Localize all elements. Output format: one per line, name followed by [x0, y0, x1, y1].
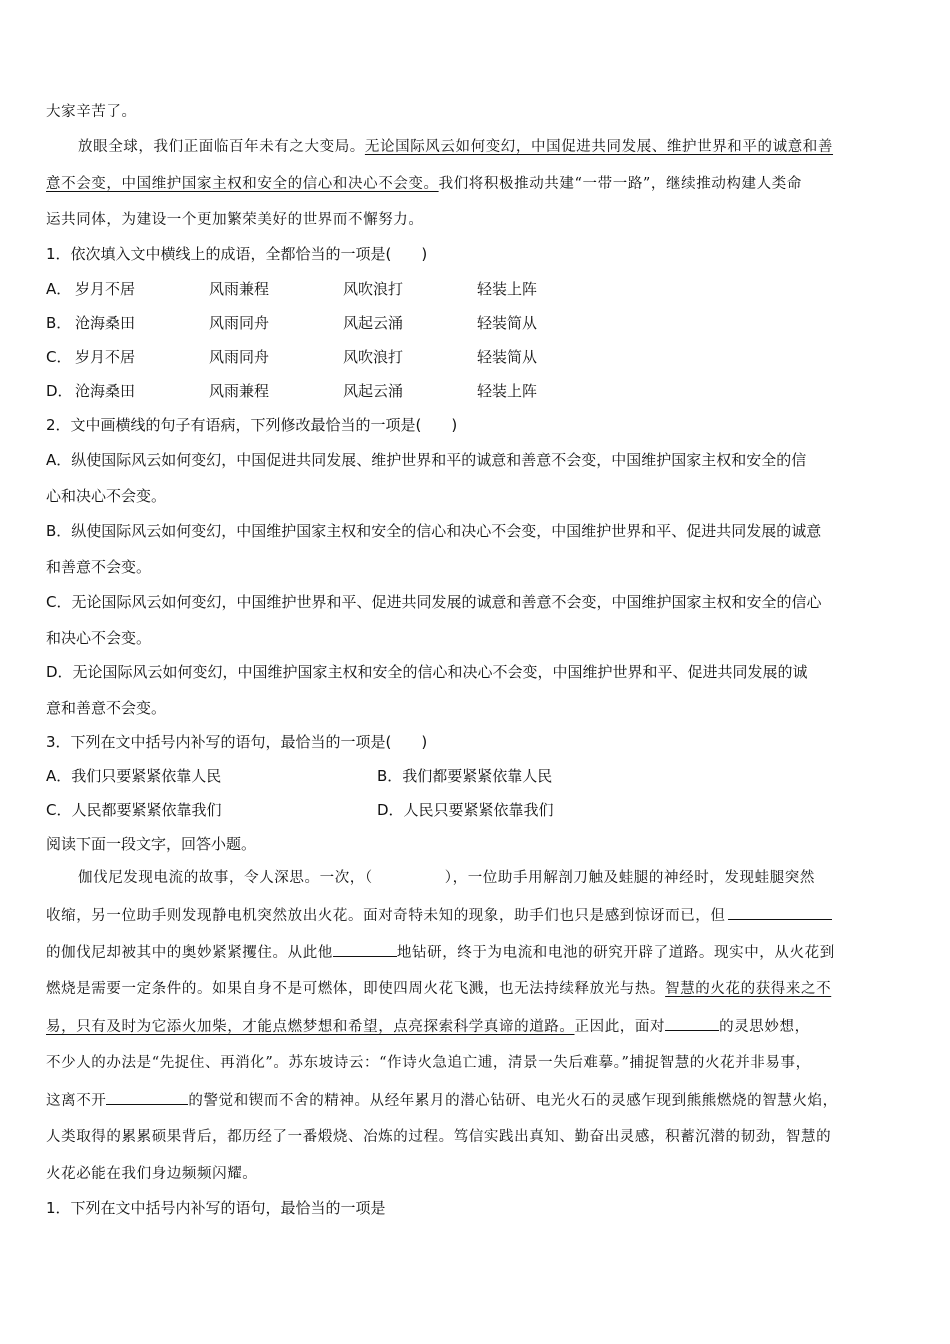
text: 火花必能在我们身边频频闪耀。: [46, 1166, 258, 1182]
text: 的灵思妙想，: [719, 1019, 810, 1035]
passage2-line: [46, 1127, 831, 1147]
q1-option-d-item: 轻装上阵: [477, 382, 538, 400]
passage2-line: [46, 1090, 838, 1111]
passage2-line: [46, 1016, 810, 1037]
fill-blank[interactable]: [728, 905, 832, 920]
q1-option-d-item: 风起云涌: [343, 382, 404, 400]
q1-option-b-item: 沧海桑田: [75, 314, 136, 332]
text: 大家辛苦了。: [46, 104, 137, 120]
passage2-line: [46, 979, 831, 999]
passage2-line: [46, 942, 835, 963]
text: 的伽伐尼却被其中的奥妙紧紧攫住。从此他: [46, 945, 333, 961]
q1-option-a-item: 风雨兼程: [209, 280, 270, 298]
question-3-stem: 3．下列在文中括号内补写的语句，最恰当的一项是( ): [46, 733, 428, 751]
text: 放眼全球，我们正面临百年未有之大变局。: [78, 139, 365, 155]
question-1-stem: 1．依次填入文中横线上的成语，全都恰当的一项是( ): [46, 245, 428, 263]
reading-intro: 阅读下面一段文字，回答小题。: [46, 835, 257, 853]
q1-option-a-item: 岁月不居: [75, 280, 136, 298]
q1-option-c-item: 风雨同舟: [209, 348, 270, 366]
question-2-stem: 2．文中画横线的句子有语病，下列修改最恰当的一项是( ): [46, 416, 458, 434]
underlined-sentence: 易，只有及时为它添火加柴，才能点燃梦想和希望，点亮探索科学真谛的道路。: [46, 1019, 575, 1035]
text: 燃烧是需要一定条件的。如果自身不是可燃体，即使四周火花飞溅，也无法持续释放光与热。: [46, 981, 666, 997]
q2-option-b-cont: 和善意不会变。: [46, 558, 152, 576]
q1-option-b-item: 风起云涌: [343, 314, 404, 332]
q1-option-c-item: 风吹浪打: [343, 348, 404, 366]
text: 这离不开: [46, 1093, 107, 1109]
text: 伽伐尼发现电流的故事，令人深思。一次，（: [78, 870, 373, 886]
q1-option-c-item: 岁月不居: [75, 348, 136, 366]
q1-option-b-item: 轻装简从: [477, 314, 538, 332]
q3-option-c[interactable]: C．人民都要紧紧依靠我们: [46, 801, 222, 819]
passage1-line: [78, 137, 833, 157]
q1-option-a-item: 风吹浪打: [343, 280, 404, 298]
q1-option-d-item: 沧海桑田: [75, 382, 136, 400]
text: 的警觉和锲而不舍的精神。从经年累月的潜心钻研、电光火石的灵感乍现到熊熊燃烧的智慧火焰，: [188, 1093, 838, 1109]
passage2-line: [46, 1053, 811, 1073]
q1-option-c-label[interactable]: C．: [46, 348, 72, 366]
q1-option-b-label[interactable]: B．: [46, 314, 72, 332]
q2-option-d-cont: 意和善意不会变。: [46, 699, 167, 717]
text: 人类取得的累累硕果背后，都历经了一番煅烧、冶炼的过程。笃信实践出真知、勤奋出灵感，积蓄沉潜的韧劲，智慧的: [46, 1129, 832, 1145]
text: 收缩，另一位助手则发现静电机突然放出火花。面对奇特未知的现象，助手们也只是感到惊讶而已，但: [46, 908, 726, 924]
passage2-line: [46, 905, 832, 926]
q2-option-c-cont: 和决心不会变。: [46, 629, 152, 647]
q2-option-b[interactable]: B．纵使国际风云如何变幻，中国维护国家主权和安全的信心和决心不会变，中国维护世界和平、促进共同发展的诚意: [46, 522, 822, 540]
underlined-sentence: 无论国际风云如何变幻，中国促进共同发展、维护世界和平的诚意和善: [364, 139, 834, 155]
text: 地钻研，终于为电流和电池的研究开辟了道路。现实中，从火花到: [396, 945, 835, 961]
fill-blank[interactable]: [333, 942, 397, 957]
q2-option-a-cont: 心和决心不会变。: [46, 487, 167, 505]
q2-option-c[interactable]: C．无论国际风云如何变幻，中国维护世界和平、促进共同发展的诚意和善意不会变，中国维护国家主权和安全的信心: [46, 593, 822, 611]
fill-blank[interactable]: [665, 1016, 719, 1031]
q2-option-a[interactable]: A．纵使国际风云如何变幻，中国促进共同发展、维护世界和平的诚意和善意不会变，中国维护国家主权和安全的信: [46, 451, 807, 469]
q1-option-a-item: 轻装上阵: [477, 280, 538, 298]
text: ），一位助手用解剖刀触及蛙腿的神经时，发现蛙腿突然: [444, 870, 815, 886]
q3-option-b[interactable]: B．我们都要紧紧依靠人民: [377, 767, 553, 785]
underlined-sentence: 智慧的火花的获得来之不: [665, 981, 832, 997]
passage2-line: [46, 1164, 257, 1184]
text: 运共同体，为建设一个更加繁荣美好的世界而不懈努力。: [46, 212, 424, 228]
passage2-line: [78, 868, 815, 888]
question-last-stem: 1．下列在文中括号内补写的语句，最恰当的一项是: [46, 1199, 386, 1217]
underlined-sentence: 意不会变，中国维护国家主权和安全的信心和决心不会变。: [46, 176, 439, 192]
q2-option-d[interactable]: D．无论国际风云如何变幻，中国维护国家主权和安全的信心和决心不会变，中国维护世界和平、促进共同发展的诚: [46, 663, 808, 681]
passage1-line: [46, 210, 424, 230]
q1-option-d-item: 风雨兼程: [209, 382, 270, 400]
q3-option-d[interactable]: D．人民只要紧紧依靠我们: [377, 801, 554, 819]
text: 不少人的办法是“先捉住、再消化”。苏东坡诗云：“作诗火急追亡逋，清景一失后难摹。”捕捉智慧的火花并非易事，: [46, 1055, 811, 1071]
text: 我们将积极推动共建“一带一路”，继续推动构建人类命: [438, 176, 802, 192]
q1-option-a-label[interactable]: A．: [46, 280, 72, 298]
q3-option-a[interactable]: A．我们只要紧紧依靠人民: [46, 767, 222, 785]
passage1-line: [46, 174, 802, 194]
text: 正因此，面对: [574, 1019, 666, 1035]
q1-option-b-item: 风雨同舟: [209, 314, 270, 332]
q1-option-d-label[interactable]: D．: [46, 382, 73, 400]
q1-option-c-item: 轻装简从: [477, 348, 538, 366]
fill-blank[interactable]: [106, 1090, 188, 1105]
passage1-line: [46, 102, 137, 122]
